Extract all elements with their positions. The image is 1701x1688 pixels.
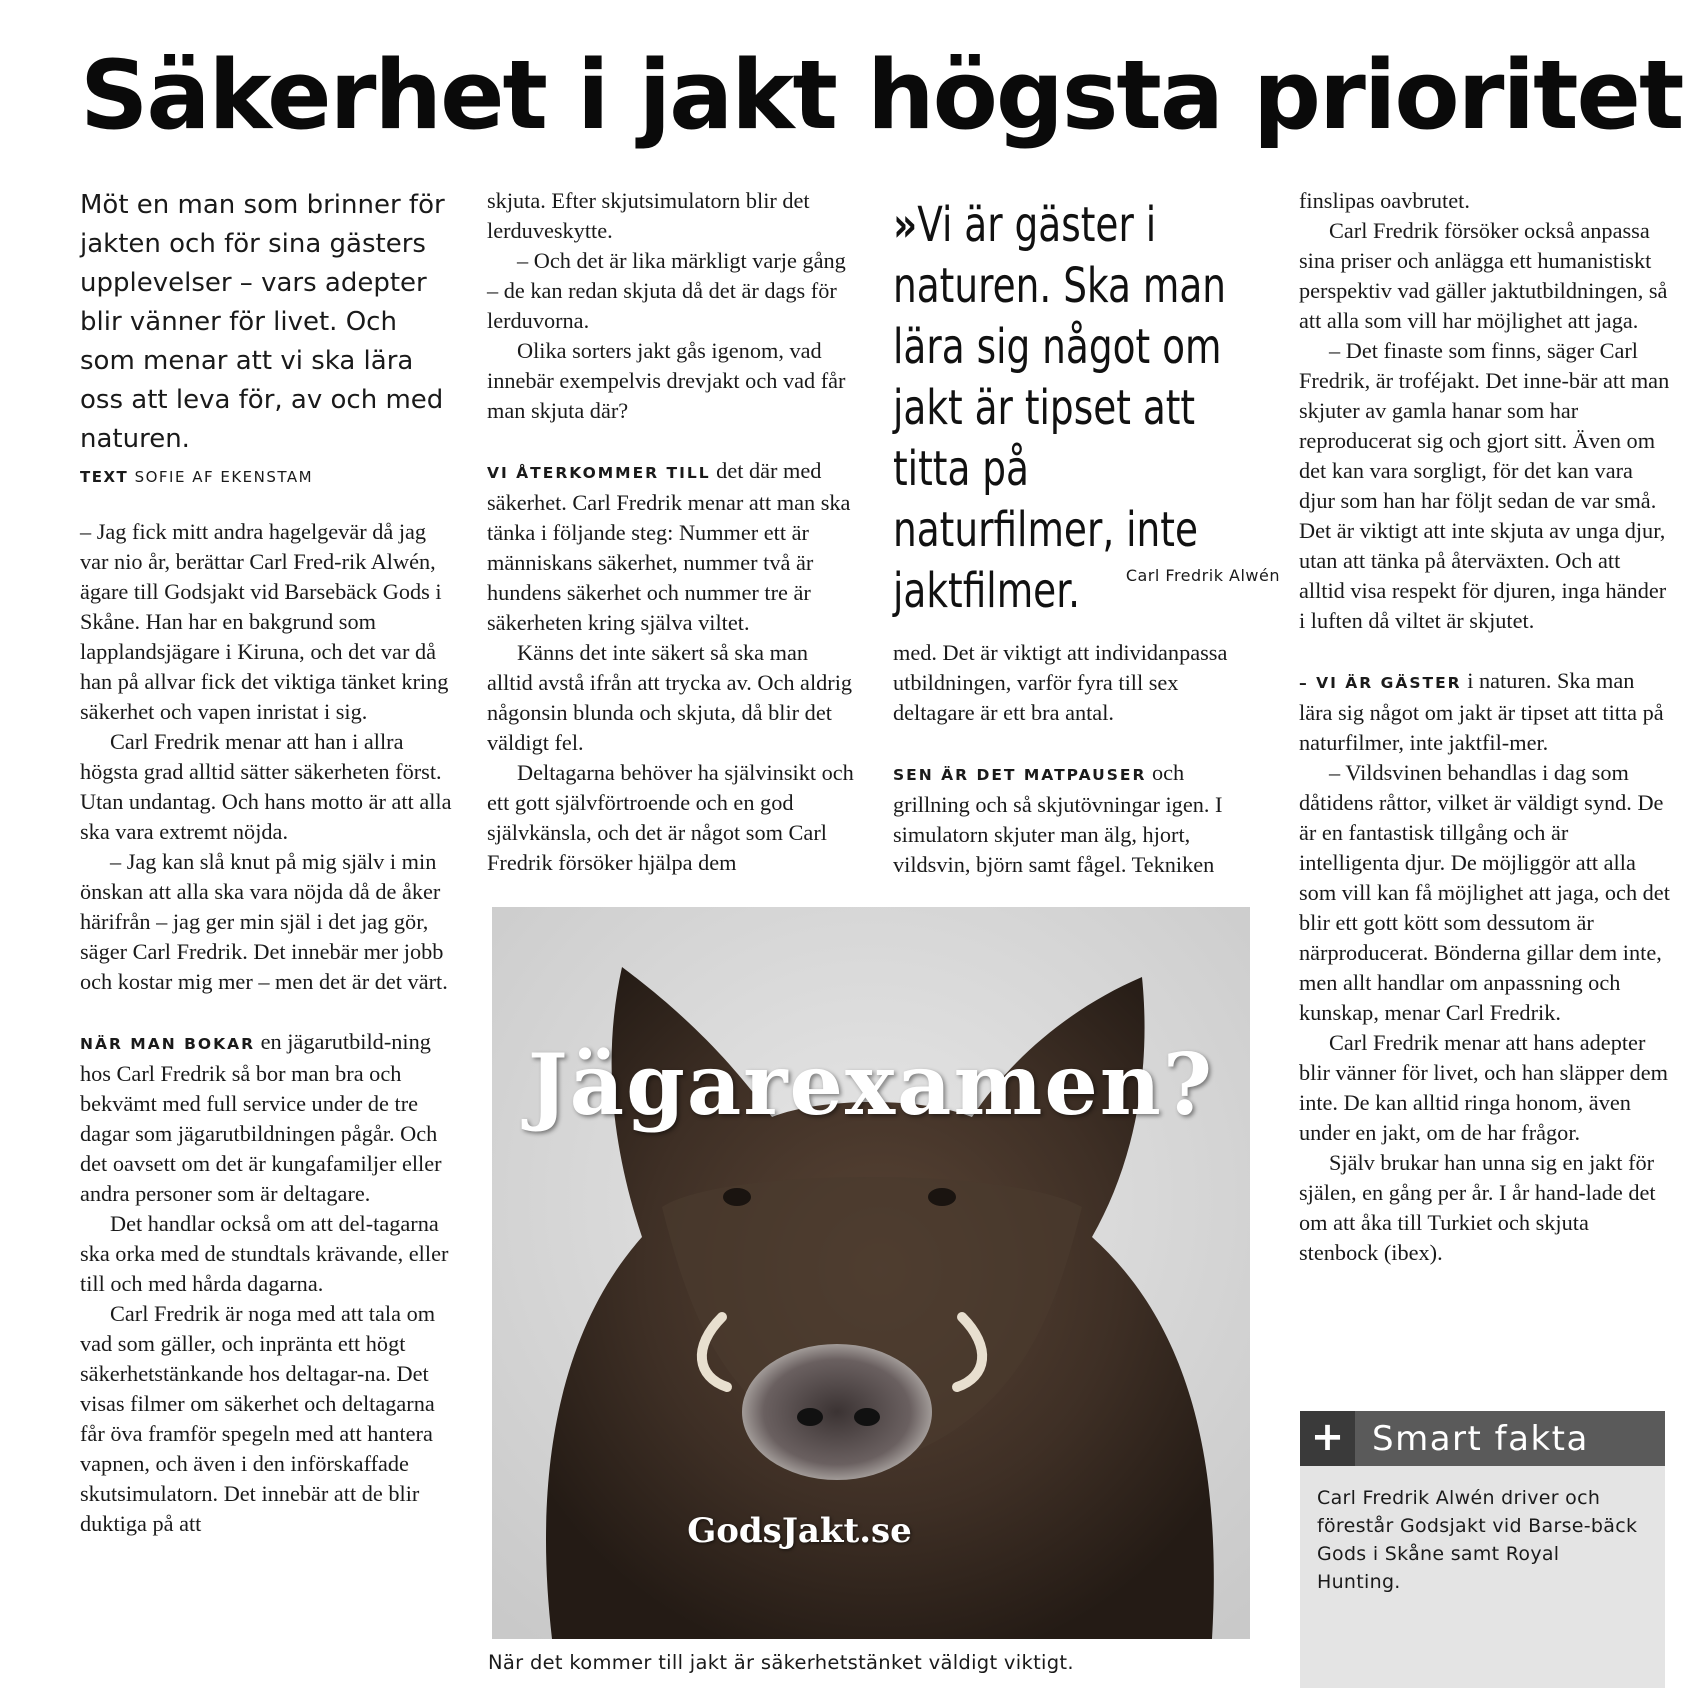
photo-overlay-title: Jägarexamen? — [527, 1035, 1215, 1134]
section-lead: – VI ÄR GÄSTER — [1299, 674, 1462, 692]
paragraph: Känns det inte säkert så ska man alltid avstå ifrån att trycka av. Och aldrig någonsin blunda och skjuta, då blir det väldigt fel. — [487, 640, 853, 755]
section-lead: NÄR MAN BOKAR — [80, 1035, 256, 1053]
paragraph: skjuta. Efter skjutsimulatorn blir det lerduveskytte. — [487, 188, 810, 243]
fact-box-title: Smart fakta — [1372, 1419, 1589, 1459]
article-headline: Säkerhet i jakt högsta prioritet — [80, 41, 1683, 151]
column-2 — [487, 186, 857, 878]
paragraph-text: och grillning och så skjutövningar igen. I simulatorn skjuter man älg, hjort, vildsvin, björn samt fågel. Tekniken — [893, 760, 1223, 877]
paragraph: – Jag kan slå knut på mig själv i min önskan att alla ska vara nöjda då de åker härifrån – jag ger min själ i det jag gör, säger Carl Fredrik. Det innebär mer jobb och kostar mig mer – men det är det värt. — [80, 849, 448, 994]
paragraph: med. Det är viktigt att individanpassa utbildningen, varför fyra till sex deltagare är ett bra antal. — [893, 640, 1228, 725]
paragraph: Carl Fredrik menar att han i allra högsta grad alltid sätter säkerheten först. Utan undantag. Och hans motto är att alla ska vara extremt nöjda. — [80, 729, 452, 844]
photo-brand-logo: GodsJakt.se — [687, 1511, 912, 1551]
pull-quote-attribution: Carl Fredrik Alwén — [1125, 566, 1280, 585]
paragraph: Själv brukar han unna sig en jakt för själen, en gång per år. I år hand-lade det om att åka till Turkiet och skjuta stenbock (ibex). — [1299, 1150, 1656, 1265]
paragraph: – Det finaste som finns, säger Carl Fredrik, är troféjakt. Det inne-bär att man skjuter av gamla hanar som har reproducerat sig och gjort sitt. Även om det kan vara sorgligt, för det kan vara djur som han har följt sedan de var små. Det är viktigt att inte skjuta av unga djur, utan att tänka på återväxten. Och att alltid visa respekt för djuren, inga händer i luften då viltet är skjutet. — [1299, 338, 1670, 633]
paragraph: Det handlar också om att del-tagarna ska orka med de stundtals krävande, eller till och med hårda dagarna. — [80, 1211, 449, 1296]
paragraph: Carl Fredrik försöker också anpassa sina priser och anlägga ett humanistiskt perspektiv vad gäller jaktutbildningen, så att alla som vill har möjlighet att jaga. — [1299, 218, 1668, 333]
paragraph: Carl Fredrik menar att hans adepter blir vänner för livet, och han släpper dem inte. De kan alltid ringa honom, även under en jakt, om de har frågor. — [1299, 1030, 1669, 1145]
section-lead: VI ÅTERKOMMER TILL — [487, 464, 711, 482]
fact-box — [1300, 1411, 1665, 1688]
paragraph: – Och det är lika märkligt varje gång – de kan redan skjuta då det är dags för lerduvorna. — [487, 248, 846, 333]
paragraph: – Jag fick mitt andra hagelgevär då jag var nio år, berättar Carl Fred-rik Alwén, ägare till Godsjakt vid Barsebäck Gods i Skåne. Han har en bakgrund som lapplandsjägare i Kiruna, och det var då han på allvar fick det viktiga tänket kring säkerhet och vapen inristat i sig. — [80, 519, 449, 724]
paragraph: Carl Fredrik är noga med att tala om vad som gäller, och inpränta ett högt säkerhetstänkande hos deltagar-na. Det visas filmer om säkerhet och deltagarna får öva framför spegeln med att hantera vapnen, och även i den införskaffade skutsimulatorn. Det innebär att de blir duktiga på att — [80, 1301, 436, 1536]
photo-caption: När det kommer till jakt är säkerhetstänket väldigt viktigt. — [488, 1651, 1074, 1674]
paragraph: finslipas oavbrutet. — [1299, 188, 1470, 213]
column-1 — [80, 186, 452, 1539]
pull-quote-text: Vi är gäster i naturen. Ska man lära sig något om jakt är tipset att titta på naturfilmer, inte jaktfilmer. — [893, 197, 1226, 619]
article-lead: Möt en man som brinner för jakten och för sina gästers upplevelser – vars adepter blir vänner för livet. Och som menar att vi ska lära oss att leva för, av och med naturen. — [80, 190, 445, 454]
wild-boar-photo — [492, 907, 1250, 1639]
byline-label: TEXT — [80, 468, 129, 486]
paragraph — [80, 1027, 452, 1209]
paragraph-text: en jägarutbild-ning hos Carl Fredrik så bor man bra och bekvämt med full service under de tre dagar som jägarutbildningen pågår. Och det oavsett om det är kungafamiljer eller andra personer som är deltagare. — [80, 1029, 442, 1206]
paragraph — [893, 758, 1265, 880]
paragraph: Olika sorters jakt gås igenom, vad innebär exempelvis drevjakt och vad får man skjuta där? — [487, 338, 846, 423]
paragraph: – Vildsvinen behandlas i dag som dåtidens råttor, vilket är väldigt synd. De är en fantastisk tillgång och är intelligenta djur. De möjliggör att alla som vill kan få möjlighet att jaga, och det blir ett gott kött som dessutom är närproducerat. Bönderna gillar dem inte, men allt handlar om anpassning och kunskap, menar Carl Fredrik. — [1299, 760, 1670, 1025]
fact-box-body: Carl Fredrik Alwén driver och förestår Godsjakt vid Barse-bäck Gods i Skåne samt Royal Hunting. — [1317, 1487, 1638, 1593]
paragraph-text: i naturen. Ska man lära sig något om jakt är tipset att titta på naturfilmer, inte jaktfil-mer. — [1299, 668, 1664, 755]
byline-name: SOFIE AF EKENSTAM — [134, 468, 314, 486]
column-4 — [1299, 186, 1671, 1268]
plus-icon: + — [1300, 1411, 1355, 1466]
column-3 — [893, 638, 1265, 880]
quote-mark-icon: » — [893, 197, 918, 253]
paragraph — [1299, 666, 1671, 758]
pull-quote — [893, 195, 1252, 622]
fact-box-header — [1300, 1411, 1665, 1466]
section-lead: SEN ÄR DET MATPAUSER — [893, 766, 1147, 784]
paragraph — [487, 456, 857, 638]
byline — [80, 463, 452, 491]
paragraph: Deltagarna behöver ha självinsikt och ett gott självförtroende och en god självkänsla, och det är något som Carl Fredrik försöker hjälpa dem — [487, 760, 854, 875]
paragraph-text: det där med säkerhet. Carl Fredrik menar att man ska tänka i följande steg: Nummer ett är människans säkerhet, nummer två är hundens säkerhet och nummer tre är säkerheten kring själva viltet. — [487, 458, 851, 635]
